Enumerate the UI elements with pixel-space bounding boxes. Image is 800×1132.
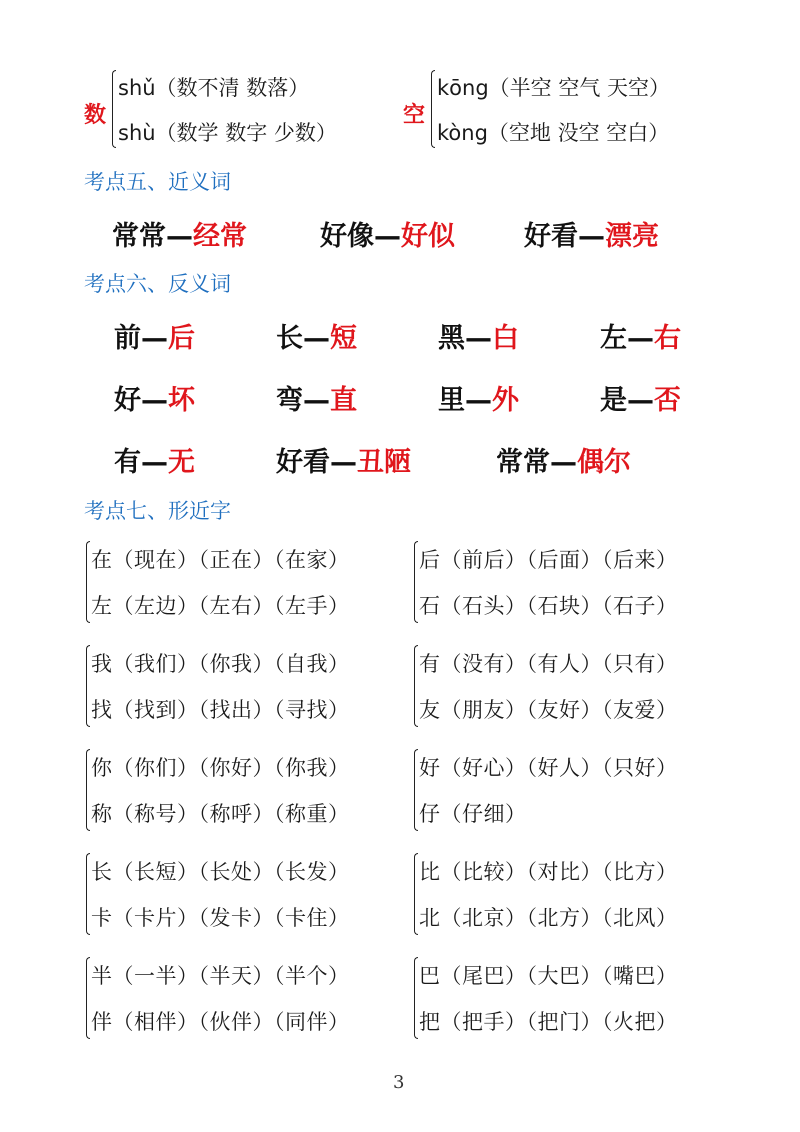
word-answer: 直: [330, 385, 357, 416]
word-answer: 坏: [168, 385, 195, 416]
similar-char-line: 你（你们）（你好）（你我）: [91, 756, 350, 780]
brace: [86, 749, 90, 831]
brace: [86, 645, 90, 727]
similar-char-line: 石（石头）（石块）（石子）: [419, 594, 678, 618]
brace: [414, 541, 418, 623]
brace: [86, 541, 90, 623]
similar-char-line: 在（现在）（正在）（在家）: [91, 548, 350, 572]
brace: [86, 957, 90, 1039]
synonym-pair: [524, 214, 659, 253]
similar-char-line: 后（前后）（后面）（后来）: [419, 548, 678, 572]
similar-char-line: 半（一半）（半天）（半个）: [91, 964, 350, 988]
antonym-pair: [600, 378, 681, 417]
word: 好看: [276, 447, 330, 478]
antonym-pair: [276, 440, 411, 479]
dash: —: [465, 323, 492, 354]
word-answer: 漂亮: [605, 221, 659, 252]
antonym-pair: [600, 316, 681, 355]
polyphone-char-shu: 数: [84, 103, 107, 128]
dash: —: [465, 385, 492, 416]
similar-char-line: 卡（卡片）（发卡）（卡住）: [91, 906, 350, 930]
word: 好: [114, 385, 141, 416]
antonym-pair: [276, 378, 357, 417]
antonym-pair: [114, 440, 195, 479]
word-answer: 后: [168, 323, 195, 354]
word: 好像: [320, 221, 374, 252]
dash: —: [578, 221, 605, 252]
dash: —: [141, 447, 168, 478]
antonym-pair: [438, 378, 519, 417]
antonym-pair: [114, 378, 195, 417]
pinyin-line: shǔ（数不清 数落）: [118, 76, 310, 100]
word-answer: 短: [330, 323, 357, 354]
brace: [414, 749, 418, 831]
antonym-pair: [276, 316, 357, 355]
pinyin-line: kòng（空地 没空 空白）: [437, 121, 670, 145]
dash: —: [166, 221, 193, 252]
word-answer: 否: [654, 385, 681, 416]
word-answer: 丑陋: [357, 447, 411, 478]
brace: [414, 645, 418, 727]
brace: [414, 957, 418, 1039]
dash: —: [330, 447, 357, 478]
word-answer: 经常: [193, 221, 247, 252]
section-heading-similar-chars: 考点七、形近字: [84, 499, 231, 523]
similar-char-line: 长（长短）（长处）（长发）: [91, 860, 350, 884]
dash: —: [550, 447, 577, 478]
word: 常常: [112, 221, 166, 252]
word: 好看: [524, 221, 578, 252]
similar-char-line: 左（左边）（左右）（左手）: [91, 594, 350, 618]
word-answer: 右: [654, 323, 681, 354]
word-answer: 偶尔: [577, 447, 631, 478]
synonym-pair: [320, 214, 455, 253]
pinyin-line: shù（数学 数字 少数）: [118, 121, 337, 145]
similar-char-line: 称（称号）（称呼）（称重）: [91, 802, 350, 826]
dash: —: [627, 385, 654, 416]
pinyin-line: kōng（半空 空气 天空）: [437, 76, 670, 100]
antonym-pair: [438, 316, 519, 355]
section-heading-antonyms: 考点六、反义词: [84, 272, 231, 296]
word-answer: 无: [168, 447, 195, 478]
word: 左: [600, 323, 627, 354]
dash: —: [627, 323, 654, 354]
dash: —: [303, 323, 330, 354]
similar-char-line: 我（我们）（你我）（自我）: [91, 652, 350, 676]
word: 常常: [496, 447, 550, 478]
similar-char-line: 友（朋友）（友好）（友爱）: [419, 698, 678, 722]
similar-char-line: 仔（仔细）: [419, 802, 527, 826]
dash: —: [374, 221, 401, 252]
word-answer: 外: [492, 385, 519, 416]
polyphone-char-kong: 空: [403, 103, 426, 128]
dash: —: [141, 385, 168, 416]
similar-char-line: 找（找到）（找出）（寻找）: [91, 698, 350, 722]
similar-char-line: 比（比较）（对比）（比方）: [419, 860, 678, 884]
similar-char-line: 有（没有）（有人）（只有）: [419, 652, 678, 676]
word: 是: [600, 385, 627, 416]
brace: [86, 853, 90, 935]
word: 有: [114, 447, 141, 478]
word-answer: 白: [492, 323, 519, 354]
similar-char-line: 巴（尾巴）（大巴）（嘴巴）: [419, 964, 678, 988]
dash: —: [303, 385, 330, 416]
similar-char-line: 伴（相伴）（伙伴）（同伴）: [91, 1010, 350, 1034]
similar-char-line: 好（好心）（好人）（只好）: [419, 756, 678, 780]
antonym-pair: [496, 440, 631, 479]
word-answer: 好似: [401, 221, 455, 252]
synonym-pair: [112, 214, 247, 253]
similar-char-line: 把（把手）（把门）（火把）: [419, 1010, 678, 1034]
word: 前: [114, 323, 141, 354]
antonym-pair: [114, 316, 195, 355]
brace: [431, 70, 435, 148]
brace: [414, 853, 418, 935]
dash: —: [141, 323, 168, 354]
section-heading-synonyms: 考点五、近义词: [84, 170, 231, 194]
page-number: 3: [393, 1072, 405, 1093]
brace: [112, 70, 116, 148]
word: 黑: [438, 323, 465, 354]
similar-char-line: 北（北京）（北方）（北风）: [419, 906, 678, 930]
word: 长: [276, 323, 303, 354]
word: 里: [438, 385, 465, 416]
word: 弯: [276, 385, 303, 416]
